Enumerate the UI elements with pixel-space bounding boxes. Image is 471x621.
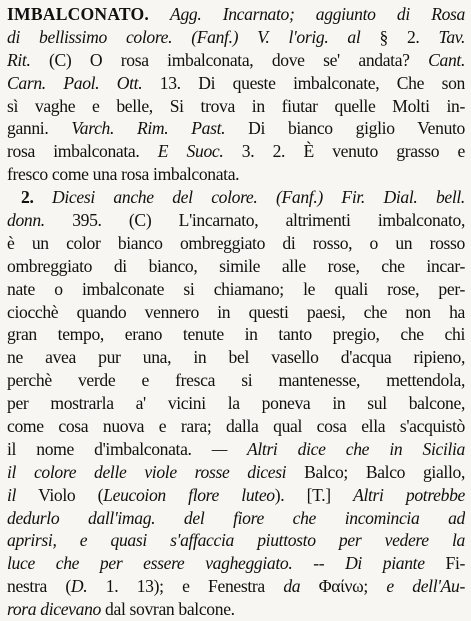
entry-line [7,255,465,278]
entry-line [7,461,465,484]
entry-text: Di bianco giglio Venuto [225,118,465,139]
italic-text: E Suoc. [157,141,224,162]
entry-line [7,49,465,72]
entry-text: come cosa nuova e rara; dalla qual cosa ella s'acquistò [7,416,465,437]
entry-text: ombreggiato di bianco, simile alle rose, che incar- [7,255,465,276]
entry-text: perchè verde e fresca si mantenesse, mettendola, [7,370,465,391]
entry-text: gran tempo, erano tenute in tanto pregio, che chi [7,324,465,345]
entry-text: fresco come una rosa imbalconata. [7,164,240,185]
entry-line [7,301,465,324]
entry-line [7,95,465,118]
italic-text: e dell'Au- [386,576,465,597]
italic-text: (Fanf.) [172,26,258,47]
entry-line [7,323,465,346]
italic-text: (Fanf.) [257,187,342,208]
entry-line [7,369,465,392]
entry-line [7,117,465,140]
italic-text: V. l'orig. al [257,26,361,47]
entry-text: Φαίνω; [300,576,387,597]
entry-line [7,575,465,598]
entry-line [7,415,465,438]
italic-text: Leucoion flore luteo [103,484,275,505]
italic-text: Fir. Dial. bell. [341,187,465,208]
entry-line [7,598,465,621]
entry-text: ganni. [7,118,72,139]
italic-text: Altri potrebbe [353,484,465,505]
entry-line [7,346,465,369]
italic-text: Agg. Incarnato; aggiunto di Rosa [149,4,465,24]
headword: IMBALCONATO. [7,4,150,24]
entry-line [7,529,465,552]
entry-text: (C) O rosa imbalconata, dove se' andata? [30,49,429,70]
italic-text: D. [70,576,88,597]
entry-line [7,186,465,209]
italic-text: da [283,576,301,597]
entry-line [7,140,465,163]
sense-number: 2. [21,187,34,208]
entry-text: ). [T.] [274,484,354,505]
entry-text: § 2. [360,26,439,47]
entry-text: per mostrarla a' vicini la poneva in sul balcone, [7,393,465,414]
entry-text: è un color bianco ombreggiato di rosso, o un rosso [7,232,465,253]
italic-text: il colore delle viole rosse dicesi [7,461,287,482]
italic-text: dedurlo dall'imag. del fiore che incomincia ad [7,507,465,528]
entry-line [7,3,465,26]
italic-text: Dicesi anche del colore. [33,187,258,208]
italic-text: Varch. Rim. Past. [71,118,226,139]
entry-line [7,392,465,415]
italic-text: il [7,484,17,505]
italic-text: Tav. [438,26,465,47]
italic-text: luce che per essere vagheggiato. -- Di piante [7,553,425,574]
entry-text: il nome d'imbalconata. [7,438,212,459]
entry-line [7,507,465,530]
italic-text: di bellissimo colore. [7,26,173,47]
entry-line [7,163,465,186]
italic-text: Carn. Paol. Ott. [7,72,143,93]
entry-line [7,438,465,461]
entry-text: 1. 13); e Fenestra [87,576,284,597]
entry-text: dal sovran balcone. [101,599,235,620]
italic-text: aprirsi, e quasi s'affaccia piuttosto per vedere la [7,530,465,551]
entry-text: nestra ( [7,576,71,597]
entry-text: sì vaghe e belle, Si trova in fiutar quelle Molti in- [7,95,465,116]
entry-text: 3. 2. È venuto grasso e [223,141,465,162]
entry-line [7,209,465,232]
entry-line [7,552,465,575]
entry-text: rosa imbalconata. [7,141,158,162]
italic-text: donn. [7,210,45,231]
entry-text: Violo ( [16,484,104,505]
entry-line [7,232,465,255]
entry-text: Balco; Balco giallo, [286,461,465,482]
entry-line [7,72,465,95]
entry-text: 13. Di queste imbalconate, Che son [142,72,465,93]
entry-text: ne avea pur una, in bel vasello d'acqua ripieno, [7,347,465,368]
entry-text: Fi- [424,553,465,574]
entry-text: ciocchè quando vennero in questi paesi, che non ha [7,301,465,322]
italic-text: — Altri dice che in Sicilia [211,438,465,459]
entry-text: 395. (C) L'incarnato, altrimenti imbalconato, [44,210,465,231]
italic-text: Cant. [428,49,465,70]
italic-text: rora dicevano [7,599,101,620]
entry-text: nate o imbalconate si chiamano; le quali rose, per- [7,278,465,299]
dictionary-entry [7,3,465,621]
entry-line [7,26,465,49]
entry-line [7,484,465,507]
italic-text: Rit. [7,49,31,70]
entry-line [7,278,465,301]
